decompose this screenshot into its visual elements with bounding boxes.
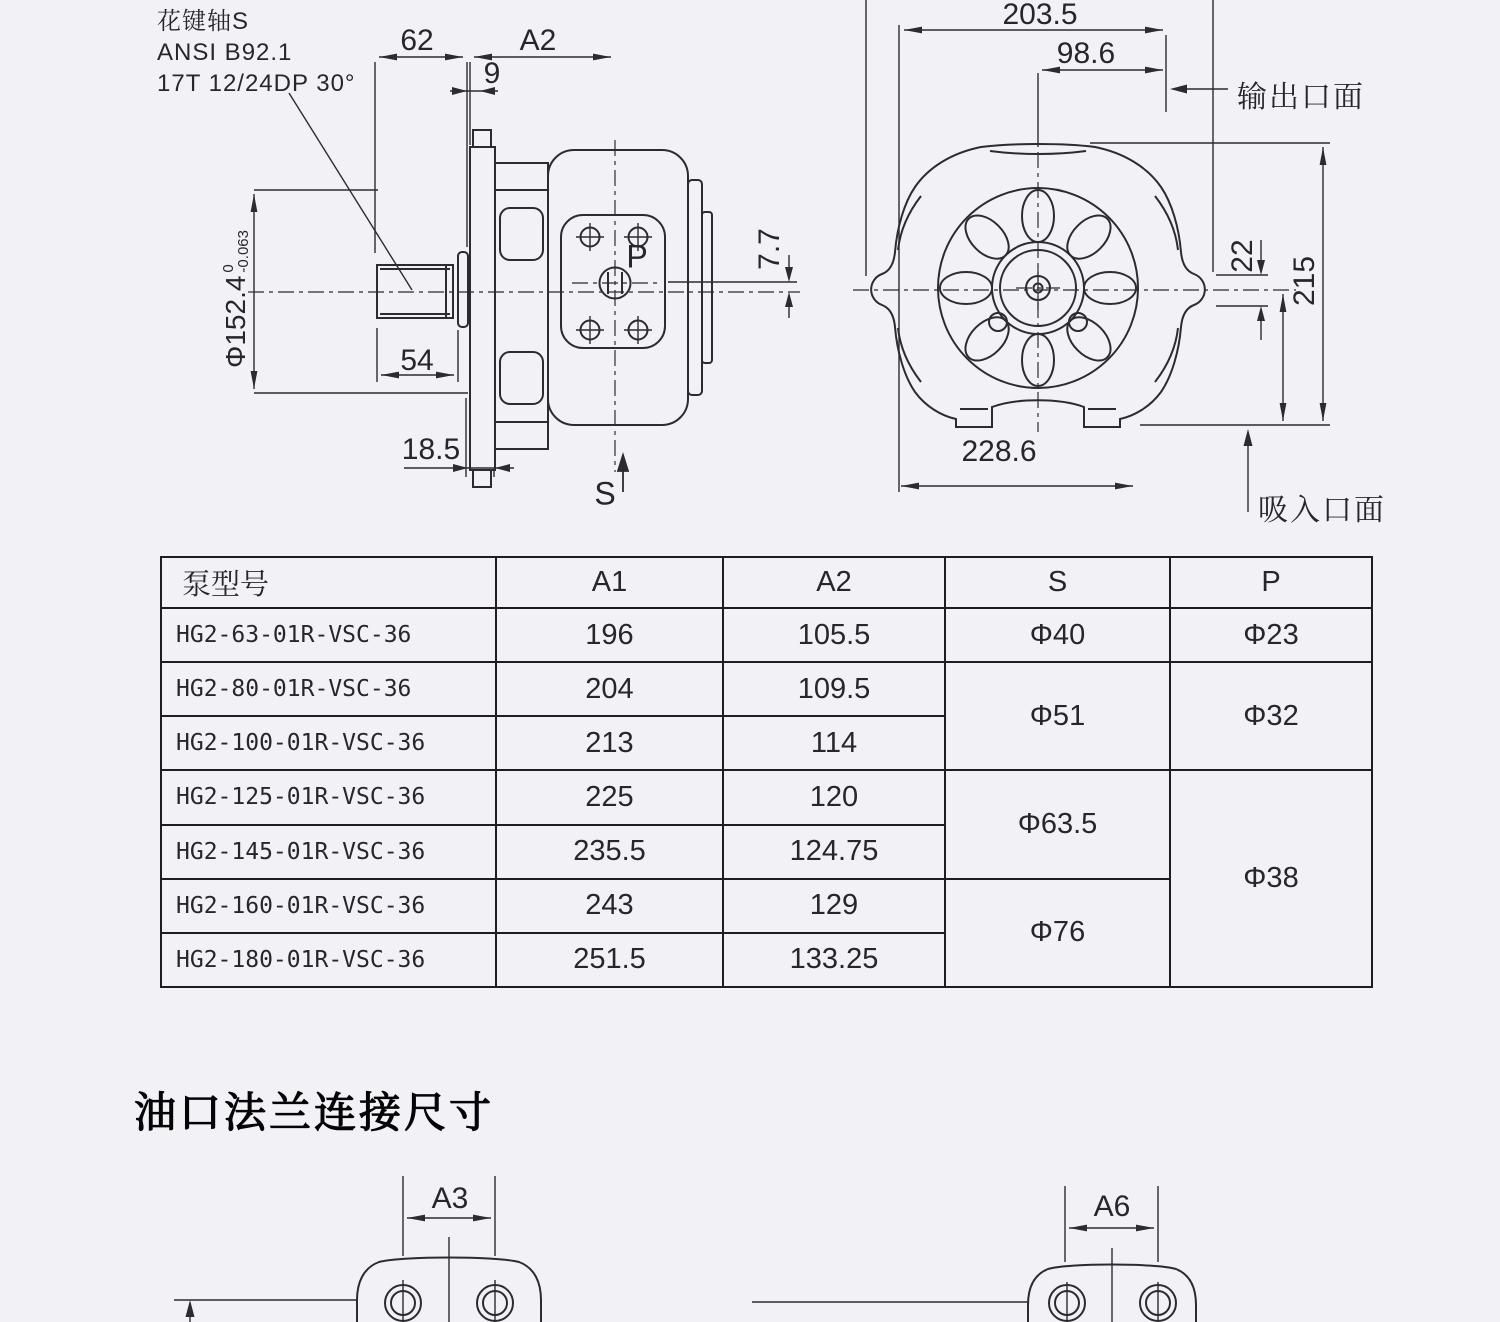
table-header-row	[161, 557, 1372, 608]
dim-62: 62	[400, 24, 434, 57]
s-cell: Φ63.5	[945, 770, 1170, 878]
s-cell: Φ40	[945, 608, 1170, 662]
inlet-face-label: 吸入口面	[1258, 494, 1386, 527]
p-cell: Φ38	[1170, 770, 1372, 987]
p-cell: Φ32	[1170, 662, 1372, 770]
dim-9: 9	[483, 57, 501, 90]
section-heading: 油口法兰连接尺寸	[134, 1089, 495, 1136]
s-cell: Φ51	[945, 662, 1170, 770]
port-p-label: P	[626, 238, 648, 275]
col-header-a1: A1	[496, 557, 723, 608]
a2-cell: 105.5	[723, 608, 945, 662]
col-header-p: P	[1170, 557, 1372, 608]
model-cell: HG2-160-01R-VSC-36	[161, 879, 496, 933]
dim-shaft-diameter	[220, 230, 252, 368]
table-row	[161, 770, 1372, 824]
table-body	[161, 608, 1372, 987]
center-lines	[248, 140, 1296, 472]
a2-cell: 114	[723, 716, 945, 770]
model-cell: HG2-63-01R-VSC-36	[161, 608, 496, 662]
shaft-dia-value: Φ152.4	[220, 275, 251, 368]
col-header-s: S	[945, 557, 1170, 608]
p-cell: Φ23	[1170, 608, 1372, 662]
a1-cell: 213	[496, 716, 723, 770]
spline-note-line3: 17T 12/24DP 30°	[157, 70, 356, 97]
a2-cell: 133.25	[723, 933, 945, 987]
dim-a6: A6	[1093, 1190, 1131, 1223]
dim-22: 22	[1226, 239, 1259, 273]
spline-note-line1: 花键轴S	[157, 8, 250, 35]
dim-54: 54	[400, 344, 434, 377]
a1-cell: 243	[496, 879, 723, 933]
a1-cell: 204	[496, 662, 723, 716]
model-cell: HG2-180-01R-VSC-36	[161, 933, 496, 987]
model-cell: HG2-125-01R-VSC-36	[161, 770, 496, 824]
spline-note-line2: ANSI B92.1	[157, 39, 293, 66]
dim-203-5: 203.5	[1002, 0, 1078, 31]
port-s-label: S	[594, 475, 616, 512]
a1-cell: 225	[496, 770, 723, 824]
dim-a3: A3	[431, 1182, 469, 1215]
dim-18-5: 18.5	[401, 433, 461, 466]
dim-a2: A2	[519, 24, 557, 57]
model-cell: HG2-145-01R-VSC-36	[161, 825, 496, 879]
s-cell: Φ76	[945, 879, 1170, 987]
model-cell: HG2-80-01R-VSC-36	[161, 662, 496, 716]
dim-215: 215	[1288, 255, 1321, 307]
a2-cell: 124.75	[723, 825, 945, 879]
a1-cell: 196	[496, 608, 723, 662]
outlet-face-label: 输出口面	[1237, 81, 1365, 114]
suction-direction-arrow	[618, 455, 628, 492]
dim-98-6: 98.6	[1056, 37, 1116, 70]
model-cell: HG2-100-01R-VSC-36	[161, 716, 496, 770]
table-row	[161, 662, 1372, 716]
dim-table	[160, 556, 1373, 988]
table-row	[161, 608, 1372, 662]
shaft-tol-bottom: -0.063	[235, 230, 252, 273]
shaft-tol-top: 0	[220, 264, 237, 273]
a2-cell: 120	[723, 770, 945, 824]
a2-cell: 109.5	[723, 662, 945, 716]
a1-cell: 251.5	[496, 933, 723, 987]
a2-cell: 129	[723, 879, 945, 933]
col-header-model: 泵型号	[161, 557, 496, 608]
a1-cell: 235.5	[496, 825, 723, 879]
spline-note	[157, 6, 356, 99]
dim-228-6: 228.6	[961, 435, 1037, 468]
col-header-a2: A2	[723, 557, 945, 608]
dim-7-7: 7.7	[753, 228, 786, 270]
